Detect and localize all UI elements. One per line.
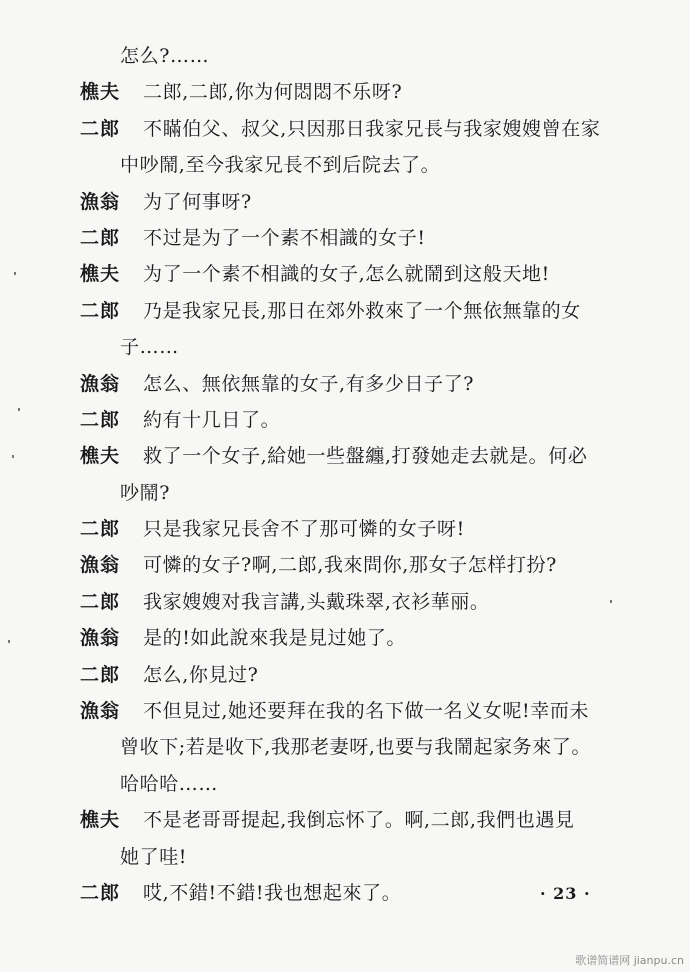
speech-text: 曾收下;若是收下,我那老妻呀,也要与我鬧起家务來了。 <box>120 736 592 759</box>
speech-text: 怎么,你見过? <box>143 663 259 686</box>
script-line <box>80 810 640 830</box>
speaker-name: 二郎 <box>80 408 121 431</box>
script-line <box>80 446 640 466</box>
speech-text: 約有十几日了。 <box>143 408 281 431</box>
speech-text: 救了一个女子,給她一些盤纏,打發她走去就是。何必 <box>143 445 588 468</box>
print-speck <box>12 455 14 458</box>
script-line <box>80 374 640 394</box>
speaker-name: 樵夫 <box>80 445 121 468</box>
speech-text: 可憐的女子?啊,二郎,我來問你,那女子怎样打扮? <box>143 554 557 577</box>
speech-text: 中吵鬧,至今我家兄長不到后院去了。 <box>120 154 441 177</box>
speech-text: 乃是我家兄長,那日在郊外救來了一个無依無靠的女 <box>143 299 581 322</box>
speech-text: 子…… <box>120 336 179 359</box>
speech-text: 不是老哥哥提起,我倒忘怀了。啊,二郎,我們也遇見 <box>143 809 575 832</box>
speech-text: 怎么?…… <box>120 45 210 67</box>
script-line <box>80 847 640 867</box>
speech-text: 只是我家兄長舍不了那可憐的女子呀! <box>143 518 465 541</box>
speaker-name: 樵夫 <box>80 809 121 832</box>
speaker-name: 漁翁 <box>80 190 121 213</box>
speaker-name: 二郎 <box>80 226 121 249</box>
script-line <box>80 519 640 539</box>
speaker-name: 樵夫 <box>80 81 121 104</box>
script-line <box>80 228 640 248</box>
script-line <box>80 46 640 66</box>
speech-text: 不瞞伯父、叔父,只因那日我家兄長与我家嫂嫂曾在家 <box>143 117 601 140</box>
speaker-name: 二郎 <box>80 518 121 541</box>
print-speck <box>610 600 612 603</box>
script-line <box>80 410 640 430</box>
speaker-name: 漁翁 <box>80 700 121 723</box>
speech-text: 为了一个素不相識的女子,怎么就鬧到这般天地! <box>143 263 550 286</box>
script-line <box>80 592 640 612</box>
script-line <box>80 665 640 685</box>
watermark: 歌谱简谱网 jianpu.cn <box>575 954 684 967</box>
print-speck <box>8 640 10 643</box>
speaker-name: 二郎 <box>80 881 121 904</box>
speech-text: 她了哇! <box>120 845 188 868</box>
speaker-name: 二郎 <box>80 590 121 613</box>
speaker-name: 漁翁 <box>80 554 121 577</box>
script-line <box>80 774 640 794</box>
speech-text: 哎,不錯!不錯!我也想起來了。 <box>143 881 402 904</box>
speaker-name: 二郎 <box>80 299 121 322</box>
speech-text: 不过是为了一个素不相識的女子! <box>143 226 426 249</box>
speaker-name: 漁翁 <box>80 627 121 650</box>
speech-text: 我家嫂嫂对我言講,头戴珠翠,衣衫華丽。 <box>143 590 490 613</box>
speaker-name: 漁翁 <box>80 372 121 395</box>
speech-text: 为了何事呀? <box>143 190 252 213</box>
speaker-name: 二郎 <box>80 663 121 686</box>
page-number: · 23 · <box>540 884 591 903</box>
script-line <box>80 82 640 102</box>
speech-text: 怎么、無依無靠的女子,有多少日子了? <box>143 372 475 395</box>
script-line <box>80 628 640 648</box>
speaker-name: 樵夫 <box>80 263 121 286</box>
script-line <box>80 483 640 503</box>
script-line <box>80 701 640 721</box>
script-line <box>80 264 640 284</box>
script-line <box>80 155 640 175</box>
speech-text: 不但見过,她还要拜在我的名下做一名义女呢!幸而未 <box>143 700 590 723</box>
speech-text: 吵鬧? <box>120 481 170 504</box>
print-speck <box>18 408 20 411</box>
script-line <box>80 119 640 139</box>
speech-text: 是的!如此說來我是見过她了。 <box>143 627 407 650</box>
script-line <box>80 192 640 212</box>
speech-text: 二郎,二郎,你为何悶悶不乐呀? <box>143 81 403 104</box>
speaker-name: 二郎 <box>80 117 121 140</box>
script-line <box>80 301 640 321</box>
script-line <box>80 337 640 357</box>
script-text <box>80 46 640 919</box>
script-line <box>80 555 640 575</box>
script-line <box>80 737 640 757</box>
speech-text: 哈哈哈…… <box>120 772 219 795</box>
print-speck <box>14 272 16 275</box>
